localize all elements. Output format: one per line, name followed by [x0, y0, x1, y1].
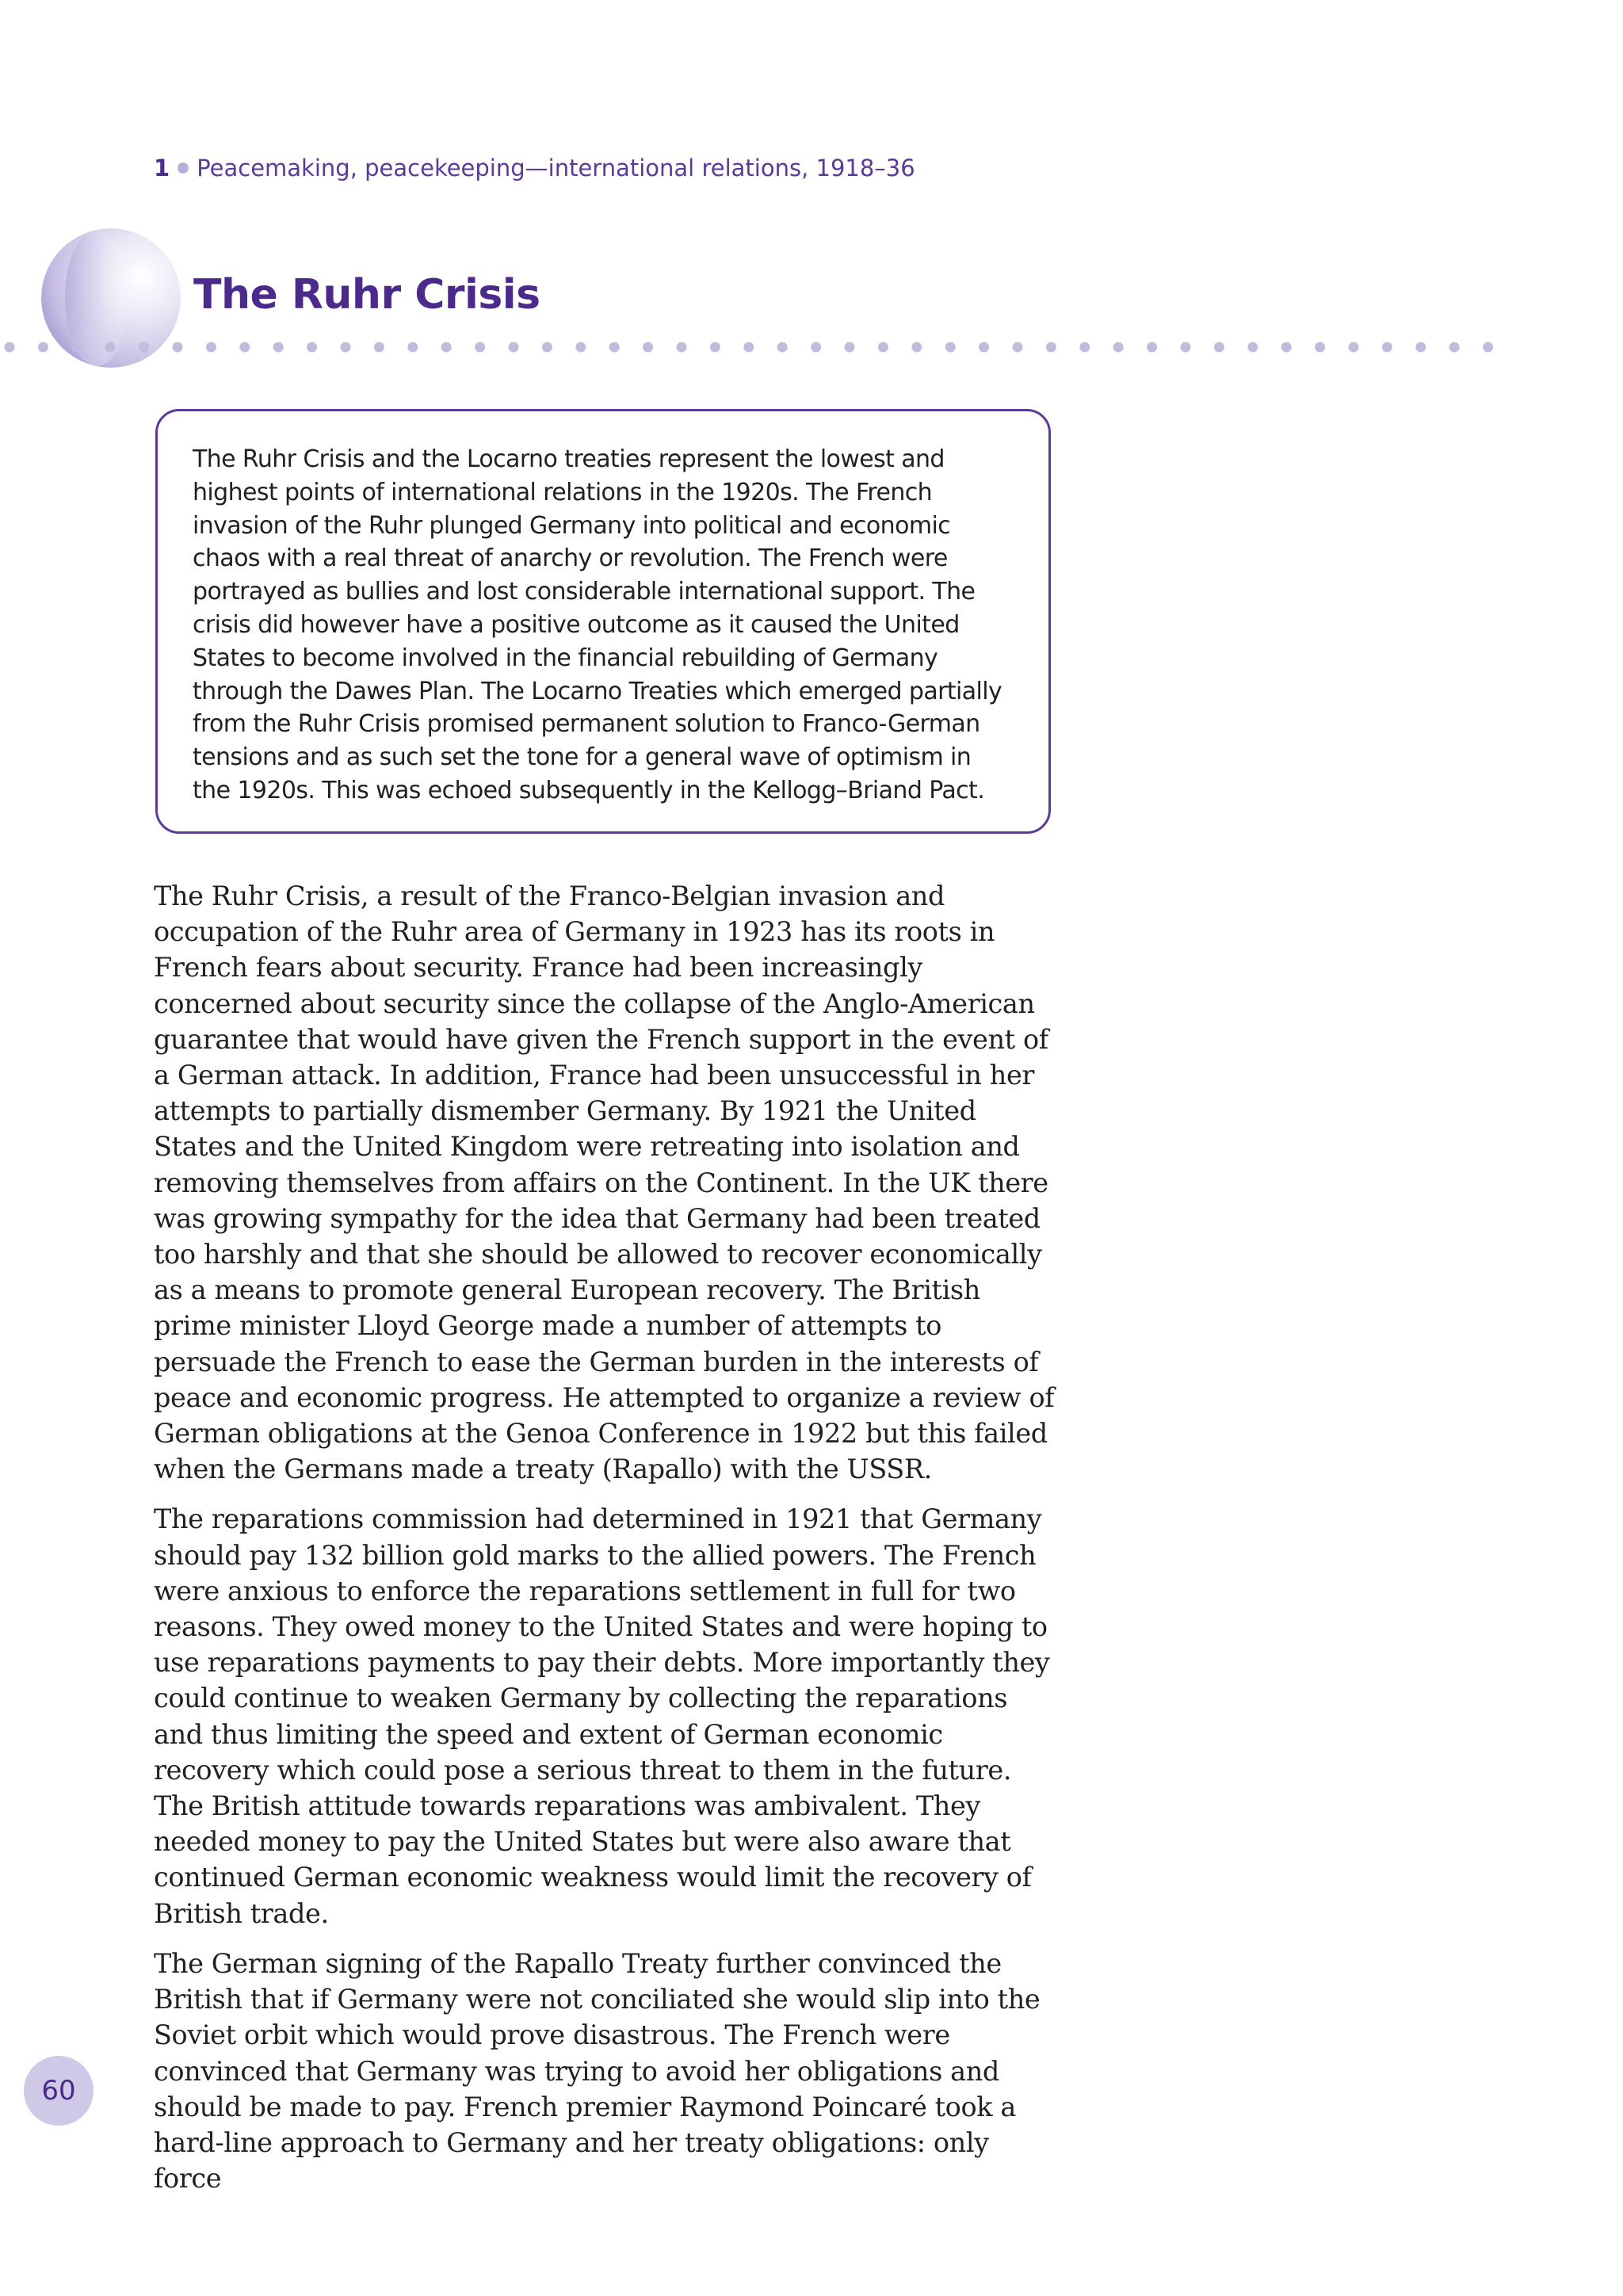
body-paragraph-2: The reparations commission had determined in 1921 that Germany should pay 132 billion gold marks to the allied powers. The French were anxious to enforce the reparations settlement in full for two reasons. They owed money to the United States and were hoping to use reparations payments to pay their debts. More importantly they could continue to weaken Germany by collecting the reparations and thus limiting the speed and extent of German economic recovery which could pose a serious threat to them in the future. The British attitude towards reparations was ambivalent. They needed money to pay the United States but were also aware that continued German economic weakness would limit the recovery of British trade.	[154, 1503, 1050, 1929]
page-title: The Ruhr Crisis	[193, 271, 540, 319]
divider-dot	[1013, 342, 1023, 353]
divider-dot	[239, 342, 250, 353]
divider-dot	[407, 342, 418, 353]
divider-dot	[1247, 342, 1258, 353]
divider-dot	[341, 342, 351, 353]
divider-dot	[1315, 342, 1325, 353]
divider-dot	[1449, 342, 1460, 353]
divider-dot	[475, 342, 485, 353]
divider-dot	[945, 342, 956, 353]
divider-dot	[609, 342, 620, 353]
divider-dot	[911, 342, 922, 353]
divider-dot	[1046, 342, 1056, 353]
divider-dot	[1113, 342, 1124, 353]
summary-text: The Ruhr Crisis and the Locarno treaties represent the lowest and highest points of international relations in the 1920s. The French invasion of the Ruhr plunged Germany into political and economic chaos with a real threat of anarchy or revolution. The French were portrayed as bullies and lost considerable international support. The crisis did however have a positive outcome as it caused the United States to become involved in the financial rebuilding of Germany through the Dawes Plan. The Locarno Treaties which emerged partially from the Ruhr Crisis promised permanent solution to Franco-German tensions and as such set the tone for a general wave of optimism in the 1920s. This was echoed subsequently in the Kellogg–Briand Pact.	[193, 445, 1002, 804]
chapter-number: 1	[154, 155, 170, 181]
divider-dot	[643, 342, 653, 353]
divider-dot	[542, 342, 552, 353]
divider-dot	[1382, 342, 1392, 353]
divider-dot	[979, 342, 989, 353]
running-head	[154, 155, 915, 181]
dotted-divider	[0, 341, 1529, 353]
divider-dot	[173, 342, 183, 353]
divider-dot	[1349, 342, 1359, 353]
divider-dot	[1415, 342, 1426, 353]
chapter-title: Peacemaking, peacekeeping—international relations, 1918–36	[197, 155, 915, 181]
divider-dot	[677, 342, 687, 353]
summary-box	[155, 409, 1051, 834]
divider-dot	[38, 342, 48, 353]
divider-dot	[1181, 342, 1191, 353]
divider-dot	[710, 342, 720, 353]
divider-dot	[845, 342, 855, 353]
divider-dot	[509, 342, 519, 353]
body-paragraph-1: The Ruhr Crisis, a result of the Franco-Belgian invasion and occupation of the Ruhr area of Germany in 1923 has its roots in French fears about security. France had been increasingly concerned about security since the collapse of the Anglo-American guarantee that would have given the French support in the event of a German attack. In addition, France had been unsuccessful in her attempts to partially dismember Germany. By 1921 the United States and the United Kingdom were retreating into isolation and removing themselves from affairs on the Continent. In the UK there was growing sympathy for the idea that Germany had been treated too harshly and that she should be allowed to recover economically as a means to promote general European recovery. The British prime minister Lloyd George made a number of attempts to persuade the French to ease the German burden in the interests of peace and economic progress. He attempted to organize a review of German obligations at the Genoa Conference in 1922 but this failed when the Germans made a treaty (Rapallo) with the USSR.	[154, 881, 1055, 1485]
divider-dot	[575, 342, 586, 353]
divider-dot	[1214, 342, 1224, 353]
divider-dot	[5, 342, 15, 353]
body-text	[154, 878, 1057, 2210]
divider-dot	[878, 342, 888, 353]
divider-dot	[105, 342, 116, 353]
bullet-icon	[178, 162, 189, 174]
divider-dot	[743, 342, 754, 353]
page-number: 60	[24, 2056, 94, 2126]
divider-dot	[139, 342, 149, 353]
divider-dot	[1079, 342, 1090, 353]
divider-dot	[441, 342, 452, 353]
divider-dot	[273, 342, 284, 353]
divider-dot	[206, 342, 216, 353]
divider-dot	[777, 342, 788, 353]
divider-dot	[1281, 342, 1292, 353]
body-paragraph-3: The German signing of the Rapallo Treaty further convinced the British that if Germany were not conciliated she would slip into the Soviet orbit which would prove disastrous. The French were convinced that Germany was trying to avoid her obligations and should be made to pay. French premier Raymond Poincaré took a hard-line approach to Germany and her treaty obligations: only force	[154, 1947, 1041, 2195]
divider-dot	[374, 342, 384, 353]
divider-dot	[71, 342, 82, 353]
divider-dot	[1483, 342, 1493, 353]
divider-dot	[307, 342, 317, 353]
divider-dot	[1147, 342, 1157, 353]
divider-dot	[811, 342, 821, 353]
